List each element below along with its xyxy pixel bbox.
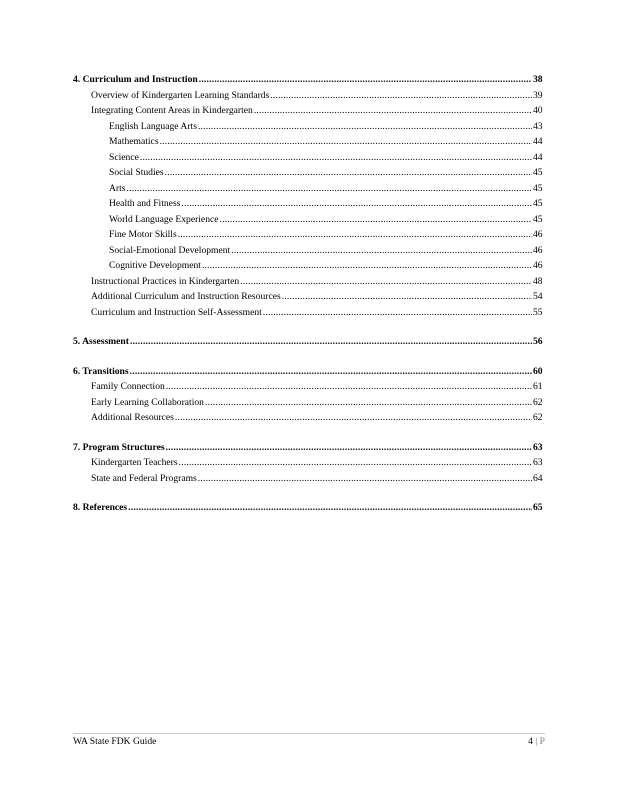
- toc-entry-program-structures[interactable]: [73, 440, 555, 456]
- toc-page-number: 45: [533, 182, 543, 194]
- toc-entry-label: Social‑Emotional Development: [109, 244, 231, 256]
- dot-leader: [205, 395, 532, 411]
- footer-page-number: 4: [528, 736, 533, 747]
- toc-entry-label: 4. Curriculum and Instruction: [73, 74, 198, 85]
- toc-entry-label: State and Federal Programs: [91, 472, 197, 484]
- toc-entry-label: Integrating Content Areas in Kindergarten: [91, 105, 253, 116]
- dot-leader: [128, 500, 532, 516]
- dot-leader: [270, 88, 532, 104]
- toc-page-number: 61: [533, 381, 543, 392]
- toc-page-number: 45: [533, 167, 543, 178]
- toc-entry-health-and-fitness[interactable]: [73, 196, 555, 212]
- toc-page-number: 55: [533, 306, 543, 318]
- toc-entry-world-language-experience[interactable]: [73, 212, 555, 228]
- dot-leader: [175, 410, 532, 426]
- dot-leader: [240, 274, 532, 290]
- page-footer: [73, 733, 545, 747]
- toc-page-number: 45: [533, 198, 543, 209]
- toc-entry-instructional-practices[interactable]: [73, 274, 555, 290]
- toc-page-number: 62: [533, 396, 543, 408]
- toc-page-number: 64: [533, 472, 543, 484]
- dot-leader: [166, 379, 532, 395]
- toc-entry-label: World Language Experience: [109, 213, 219, 225]
- section-spacer: [73, 486, 555, 500]
- toc-entry-label: Fine Motor Skills: [109, 229, 177, 240]
- toc-page-number: 44: [533, 136, 543, 147]
- toc-entry-label: Additional Curriculum and Instruction Resources: [91, 291, 281, 302]
- toc-entry-kindergarten-teachers[interactable]: [73, 455, 555, 471]
- toc-page-number: 65: [533, 502, 543, 513]
- toc-page-number: 46: [533, 229, 543, 240]
- toc-entry-curriculum-self-assessment[interactable]: [73, 305, 555, 321]
- toc-page-number: 56: [533, 336, 543, 347]
- toc-page-number: 45: [533, 213, 543, 225]
- toc-entry-references[interactable]: [73, 500, 555, 516]
- dot-leader: [202, 258, 532, 274]
- dot-leader: [160, 134, 532, 150]
- toc-page-number: 48: [533, 275, 543, 287]
- toc-entry-overview-learning-standards[interactable]: [73, 88, 555, 104]
- toc-entry-label: Family Connection: [91, 381, 165, 392]
- toc-entry-label: Arts: [109, 182, 126, 194]
- toc-page-number: 60: [533, 365, 543, 377]
- toc-entry-label: Early Learning Collaboration: [91, 396, 204, 408]
- dot-leader: [198, 119, 532, 135]
- toc-entry-label: English Language Arts: [109, 120, 197, 132]
- toc-page-number: 63: [533, 441, 543, 453]
- section-spacer: [73, 426, 555, 440]
- toc-entry-mathematics[interactable]: [73, 134, 555, 150]
- dot-leader: [263, 305, 532, 321]
- toc-entry-additional-resources[interactable]: [73, 410, 555, 426]
- dot-leader: [178, 227, 532, 243]
- toc-entry-label: 7. Program Structures: [73, 441, 165, 453]
- toc-entry-arts[interactable]: [73, 181, 555, 197]
- dot-leader: [231, 243, 532, 259]
- dot-leader: [130, 364, 532, 380]
- toc-entry-label: Mathematics: [109, 136, 159, 147]
- dot-leader: [220, 212, 532, 228]
- toc-entry-label: Kindergarten Teachers: [91, 457, 178, 468]
- footer-separator: |: [535, 736, 538, 747]
- toc-entry-english-language-arts[interactable]: [73, 119, 555, 135]
- toc-page-number: 38: [533, 74, 543, 85]
- toc-page-number: 43: [533, 120, 543, 132]
- toc-entry-label: Science: [109, 151, 139, 163]
- dot-leader: [130, 334, 532, 350]
- dot-leader: [282, 289, 532, 305]
- toc-entry-science[interactable]: [73, 150, 555, 166]
- footer-document-title: WA State FDK Guide: [73, 736, 157, 747]
- dot-leader: [179, 455, 532, 471]
- toc-entry-label: Curriculum and Instruction Self-Assessment: [91, 306, 262, 318]
- toc-entry-label: 8. References: [73, 502, 128, 513]
- toc-entry-state-federal-programs[interactable]: [73, 471, 555, 487]
- toc-entry-label: Overview of Kindergarten Learning Standards: [91, 89, 270, 101]
- dot-leader: [127, 181, 532, 197]
- table-of-contents: [73, 72, 555, 516]
- dot-leader: [140, 150, 532, 166]
- dot-leader: [254, 103, 532, 119]
- toc-entry-label: Cognitive Development: [109, 260, 201, 271]
- toc-page-number: 46: [533, 244, 543, 256]
- toc-page-number: 63: [533, 457, 543, 468]
- dot-leader: [166, 440, 532, 456]
- toc-entry-social-studies[interactable]: [73, 165, 555, 181]
- toc-entry-social-emotional-development[interactable]: [73, 243, 555, 259]
- footer-page-indicator: [528, 736, 545, 747]
- toc-entry-label: 6. Transitions: [73, 365, 129, 377]
- toc-page-number: 40: [533, 105, 543, 116]
- dot-leader: [198, 471, 532, 487]
- toc-entry-curriculum-and-instruction[interactable]: [73, 72, 555, 88]
- toc-entry-fine-motor-skills[interactable]: [73, 227, 555, 243]
- toc-page-number: 62: [533, 412, 543, 423]
- toc-entry-integrating-content-areas[interactable]: [73, 103, 555, 119]
- toc-entry-label: 5. Assessment: [73, 336, 129, 347]
- footer-page-label: P: [539, 736, 545, 747]
- toc-entry-additional-curriculum-resources[interactable]: [73, 289, 555, 305]
- section-spacer: [73, 350, 555, 364]
- dot-leader: [165, 165, 532, 181]
- toc-page-number: 54: [533, 291, 543, 302]
- toc-entry-assessment[interactable]: [73, 334, 555, 350]
- toc-entry-label: Health and Fitness: [109, 198, 181, 209]
- toc-entry-early-learning-collaboration[interactable]: [73, 395, 555, 411]
- toc-entry-cognitive-development[interactable]: [73, 258, 555, 274]
- toc-entry-label: Social Studies: [109, 167, 164, 178]
- toc-entry-label: Additional Resources: [91, 412, 174, 423]
- section-spacer: [73, 320, 555, 334]
- toc-page-number: 46: [533, 260, 543, 271]
- toc-page-number: 44: [533, 151, 543, 163]
- toc-page-number: 39: [533, 89, 543, 101]
- dot-leader: [199, 72, 532, 88]
- toc-entry-family-connection[interactable]: [73, 379, 555, 395]
- toc-entry-transitions[interactable]: [73, 364, 555, 380]
- toc-entry-label: Instructional Practices in Kindergarten: [91, 275, 240, 287]
- dot-leader: [181, 196, 532, 212]
